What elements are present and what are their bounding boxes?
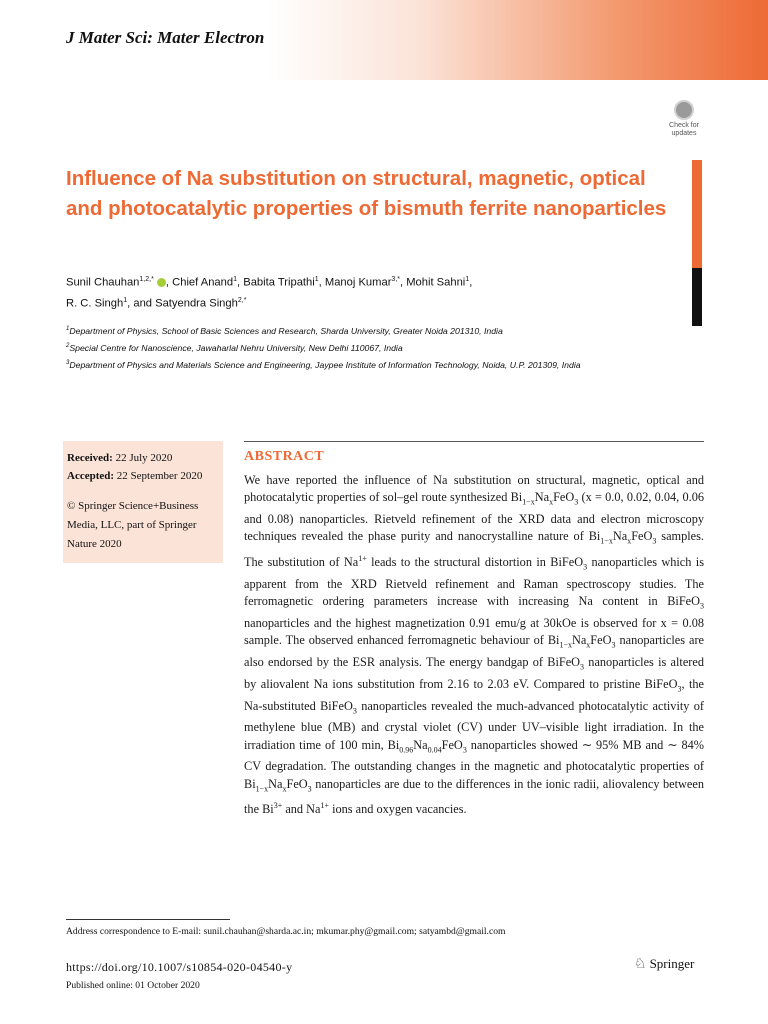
springer-horse-icon: ♘: [634, 957, 647, 972]
side-accent-bar: [692, 160, 702, 268]
publisher-name: Springer: [649, 956, 695, 971]
author-list: Sunil Chauhan$^{1,2,*}$ , Chief Anand$^1$, Babita Tripathi$^1$, Manoj Kumar$^{3,*}$, Mohit Sahni$^1$, R. C. Singh$^1$, and Satyendra Singh$^{2,*}$: [66, 276, 473, 310]
received-date: 22 July 2020: [115, 452, 173, 464]
affiliation-number: 2: [66, 342, 70, 349]
orcid-icon[interactable]: [157, 278, 166, 287]
abstract-rule: [244, 441, 704, 442]
author-affiliation-mark: 1: [233, 276, 238, 283]
author-name: Manoj Kumar: [324, 276, 392, 289]
correspondence-note[interactable]: Address correspondence to E-mail: sunil.chauhan@sharda.ac.in; mkumar.phy@gmail.com; satyambd@gmail.com: [66, 926, 506, 937]
article-title: Influence of Na substitution on structural, magnetic, optical and photocatalytic properties of bismuth ferrite nanoparticles: [66, 167, 667, 220]
author-name: Babita Tripathi: [243, 276, 315, 289]
side-dark-bar: [692, 268, 702, 326]
author-affiliation-mark: 3,*: [391, 276, 400, 283]
received-line: [67, 449, 219, 467]
affiliation: [66, 339, 706, 356]
accepted-line: [67, 467, 219, 485]
author-name: R. C. Singh: [66, 297, 124, 310]
accepted-date: 22 September 2020: [116, 470, 203, 482]
author-name: Mohit Sahni: [406, 276, 466, 289]
article-info-box: [63, 441, 223, 563]
affiliation-text: Department of Physics and Materials Science and Engineering, Jaypee Institute of Information Technology, Noida, U.P. 201309, India: [69, 359, 581, 370]
affiliation: [66, 356, 706, 373]
author-affiliation-mark: 1,2,*: [139, 276, 154, 283]
footnote-rule: [66, 919, 230, 920]
affiliation-number: 1: [66, 326, 70, 332]
accepted-label: Accepted:: [67, 470, 115, 482]
check-for-updates-badge[interactable]: [664, 100, 704, 140]
received-label: Received:: [67, 452, 113, 464]
author-affiliation-mark: 1: [123, 296, 128, 304]
copyright-notice: © Springer Science+Business Media, LLC, part of Springer Nature 2020: [67, 500, 199, 550]
affiliation: [66, 322, 706, 339]
author-affiliation-mark: 1: [465, 276, 470, 283]
abstract-heading: ABSTRACT: [244, 449, 325, 464]
published-date: Published online: 01 October 2020: [66, 980, 200, 991]
author-name: Satyendra Singh: [155, 297, 238, 310]
author-affiliation-mark: 2,*: [237, 296, 247, 304]
doi-link[interactable]: https://doi.org/10.1007/s10854-020-04540-y: [66, 960, 293, 974]
affiliation-text: Special Centre for Nanoscience, Jawaharlal Nehru University, New Delhi 110067, India: [69, 342, 403, 353]
affiliation-list: [66, 322, 706, 373]
affiliation-number: 3: [66, 359, 70, 366]
affiliation-text: Department of Physics, School of Basic Sciences and Research, Sharda University, Greater Noida 201310, India: [69, 325, 503, 336]
abstract-text: We have reported the influence of Na substitution on structural, magnetic, optical and photocatalytic properties of sol–gel route synthesized $Bi_{1-x}Na_xFeO_3$ (x = 0.0, 0.02, 0.04, 0.06 and 0.08) nanoparticles. Rietveld refinement of the XRD data and electron microscopy techniques revealed the phase purity and nanocrystalline nature of $Bi_{1-x}Na_xFeO_3$ samples. The substitution of $Na^{1+}$ leads to the structural distortion in BiFeO$_3$ nanoparticles which is apparent from the XRD Rietveld refinement and Raman spectroscopy studies. The ferromagnetic ordering parameters increase with increasing Na content in BiFeO$_3$ nanoparticles and the highest magnetization 0.91 emu/g at 30kOe is observed for x = 0.08 sample. The observed enhanced ferromagnetic behaviour of $Bi_{1-x}Na_xFeO_3$ nanoparticles are also endorsed by the ESR analysis. The energy bandgap of BiFeO$_3$ nanoparticles is altered by aliovalent Na ions substitution from 2.16 to 2.03 eV. Compared to pristine BiFeO$_3$, the Na-substituted BiFeO$_3$ nanoparticles revealed the much-advanced photocatalytic activity of methylene blue (MB) and crystal violet (CV) under UV–visible light irradiation. In the irradiation time of 100 min, $Bi_{0.96}Na_{0.04}FeO_3$ nanoparticles showed ∼ 95% MB and ∼ 84% CV degradation. The outstanding changes in the magnetic and photocatalytic properties of $Bi_{1-x}Na_xFeO_3$ nanoparticles are due to the differences in the ionic radii, aliovalency between the $Bi^{3+}$ and $Na^{1+}$ ions and oxygen vacancies.: [244, 473, 705, 817]
check-for-updates-label: Check for updates: [669, 122, 699, 137]
author-name: Sunil Chauhan: [66, 276, 140, 289]
check-for-updates-icon: [674, 100, 694, 120]
author-affiliation-mark: 1: [314, 276, 319, 283]
author-name: Chief Anand: [172, 276, 234, 289]
publisher-logo: [634, 956, 694, 973]
journal-title: J Mater Sci: Mater Electron: [66, 28, 265, 47]
